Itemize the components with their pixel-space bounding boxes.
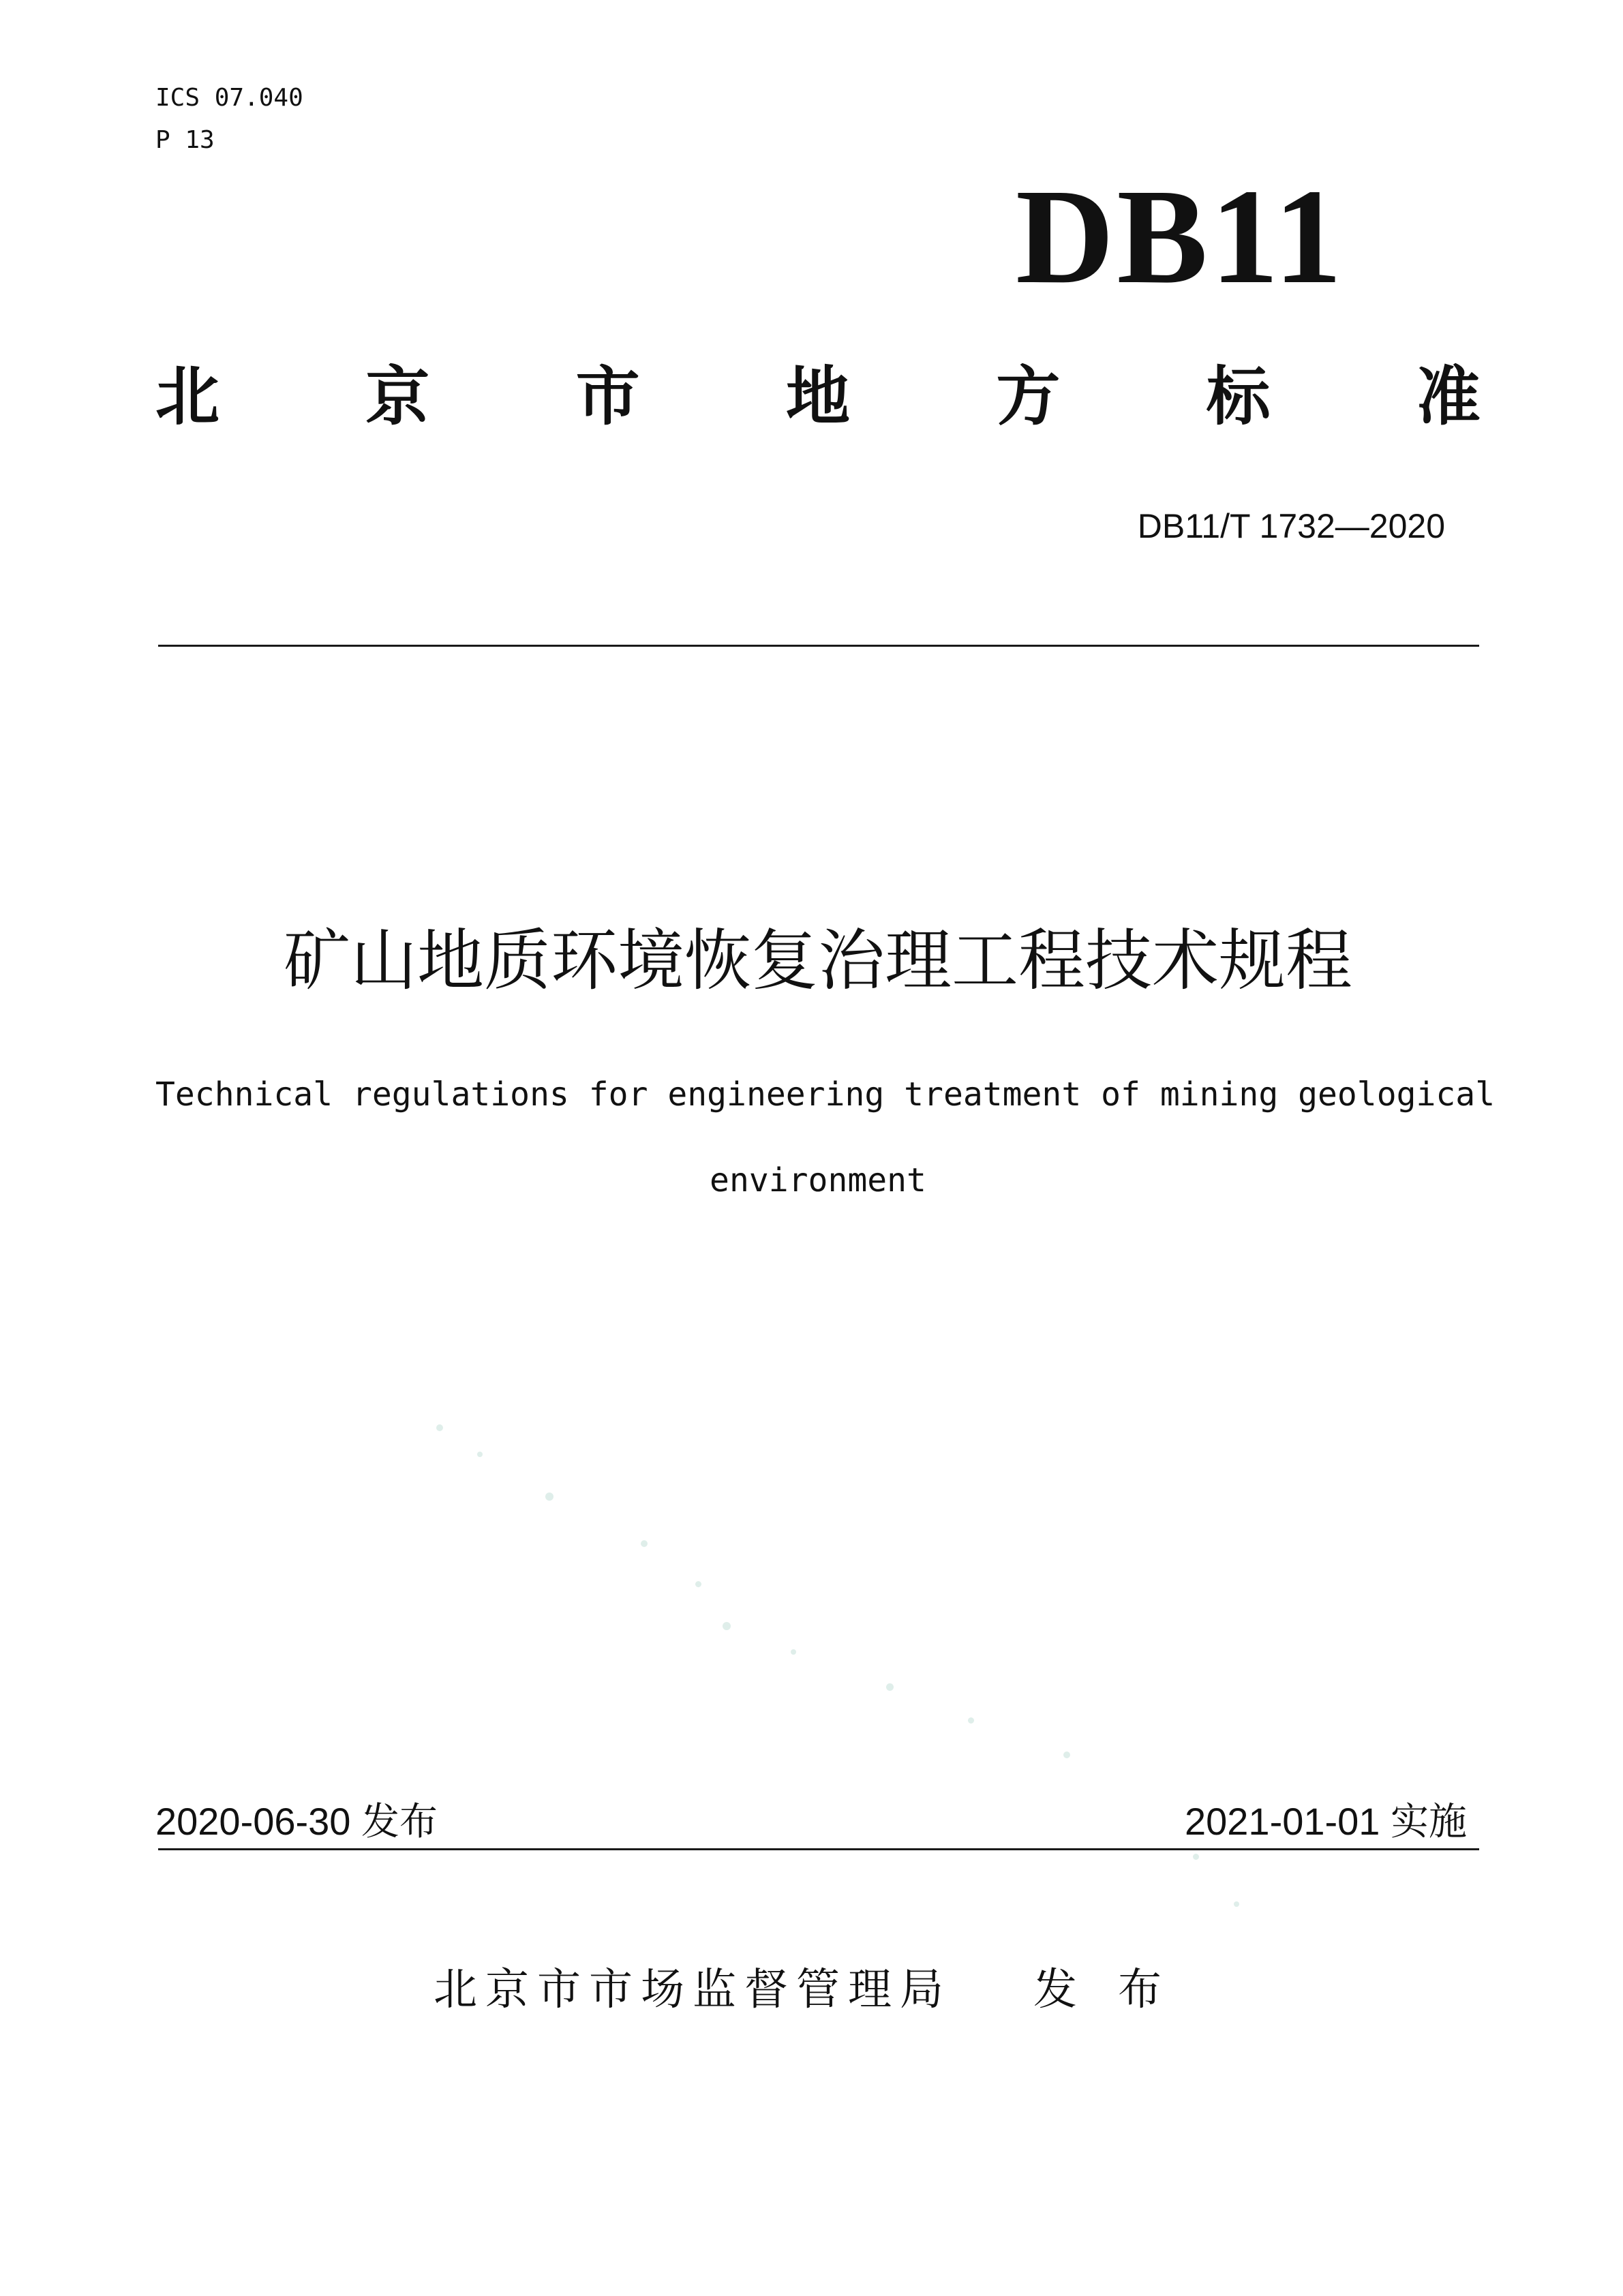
document-title-english-line2: environment [710,1161,926,1199]
standard-type-char: 标 [1206,360,1271,434]
standard-number: DB11/T 1732—2020 [1137,507,1445,545]
publisher-line [155,1963,1481,2017]
publish-label: 发布 [1033,1965,1202,2015]
classification-code: P 13 [155,126,215,154]
standard-type-char: 方 [996,360,1061,434]
standard-type-char: 准 [1416,360,1481,434]
document-title-chinese: 矿山地质环境恢复治理工程技术规程 [283,922,1352,1000]
bottom-divider [158,1848,1479,1850]
document-title-english-line1: Technical regulations for engineering treatment of mining geological [155,1075,1496,1114]
standard-type-char: 地 [785,360,850,434]
standard-brand-logo: DB11 [1016,162,1345,312]
standard-type-char: 京 [365,360,430,434]
standard-type-char: 北 [155,360,220,434]
implementation-date: 2021-01-01 实施 [1184,1800,1467,1843]
top-divider [158,645,1479,647]
ics-code: ICS 07.040 [155,84,303,112]
standard-type-char: 市 [575,360,640,434]
issue-date: 2020-06-30 发布 [155,1800,438,1843]
standard-type-title [155,360,1481,435]
publisher-name: 北京市市场监督管理局 [434,1965,952,2015]
